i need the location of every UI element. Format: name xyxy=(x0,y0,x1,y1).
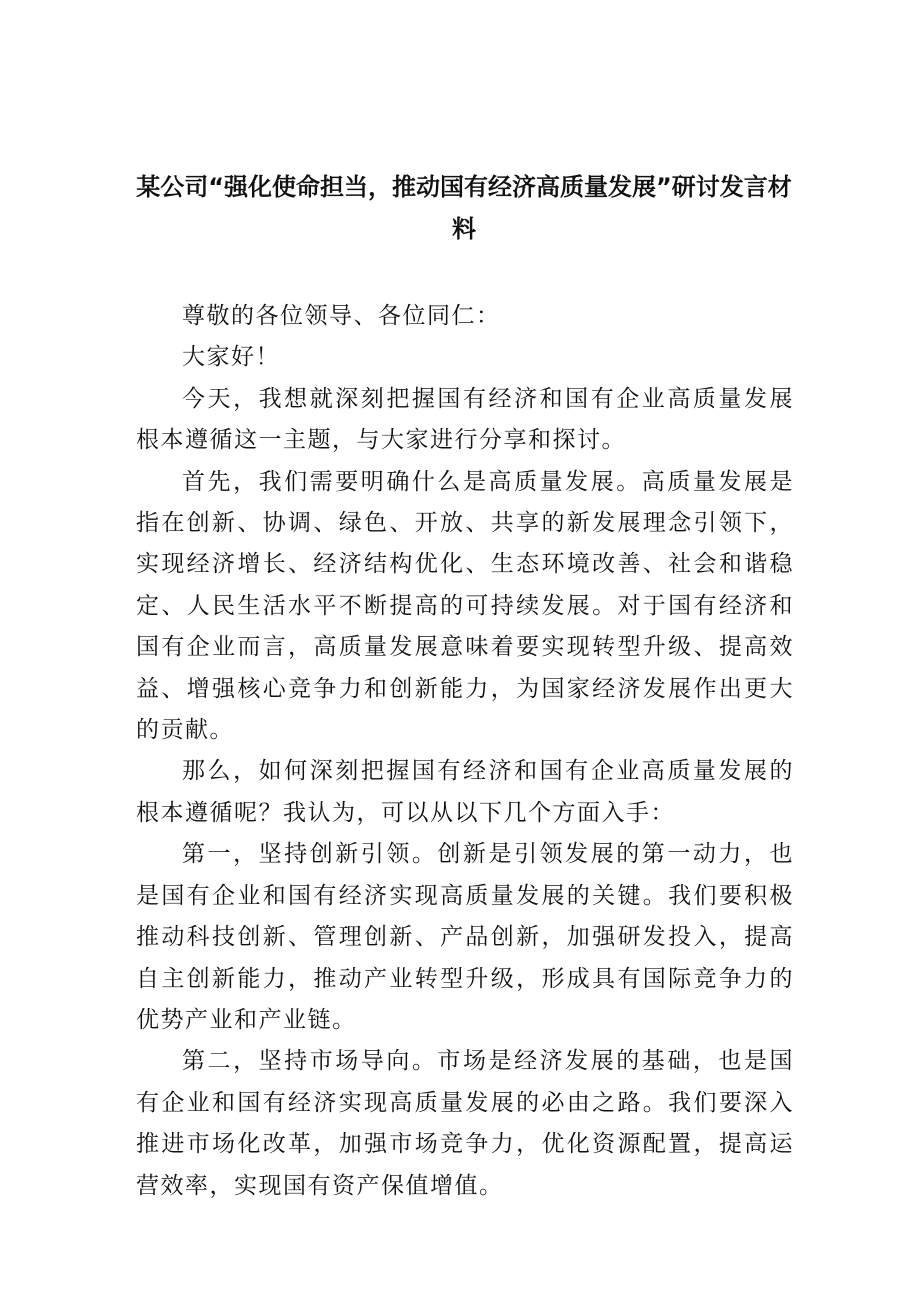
document-body xyxy=(136,296,794,1207)
question-paragraph: 那么，如何深刻把握国有经济和国有企业高质量发展的根本遵循呢？我认为，可以从以下几个方面入手： xyxy=(136,758,794,826)
definition-paragraph: 首先，我们需要明确什么是高质量发展。高质量发展是指在创新、协调、绿色、开放、共享的新发展理念引领下，实现经济增长、经济结构优化、生态环境改善、社会和谐稳定、人民生活水平不断提高的可持续发展。对于国有经济和国有企业而言，高质量发展意味着要实现转型升级、提高效益、增强核心竞争力和创新能力，为国家经济发展作出更大的贡献。 xyxy=(136,468,794,744)
greeting-paragraph: 大家好！ xyxy=(182,344,280,371)
intro-paragraph: 今天，我想就深刻把握国有经济和国有企业高质量发展根本遵循这一主题，与大家进行分享和探讨。 xyxy=(136,385,794,454)
salutation-paragraph: 尊敬的各位领导、各位同仁： xyxy=(182,303,501,329)
point-one-paragraph: 第一，坚持创新引领。创新是引领发展的第一动力，也是国有企业和国有经济实现高质量发展的关键。我们要积极推动科技创新、管理创新、产品创新，加强研发投入，提高自主创新能力，推动产业转型升级，形成具有国际竞争力的优势产业和产业链。 xyxy=(136,841,794,1033)
point-two-paragraph: 第二，坚持市场导向。市场是经济发展的基础，也是国有企业和国有经济实现高质量发展的必由之路。我们要深入推进市场化改革，加强市场竞争力，优化资源配置，提高运营效率，实现国有资产保值增值。 xyxy=(136,1048,794,1199)
document-title: 某公司“强化使命担当，推动国有经济高质量发展”研讨发言材料 xyxy=(136,173,792,243)
